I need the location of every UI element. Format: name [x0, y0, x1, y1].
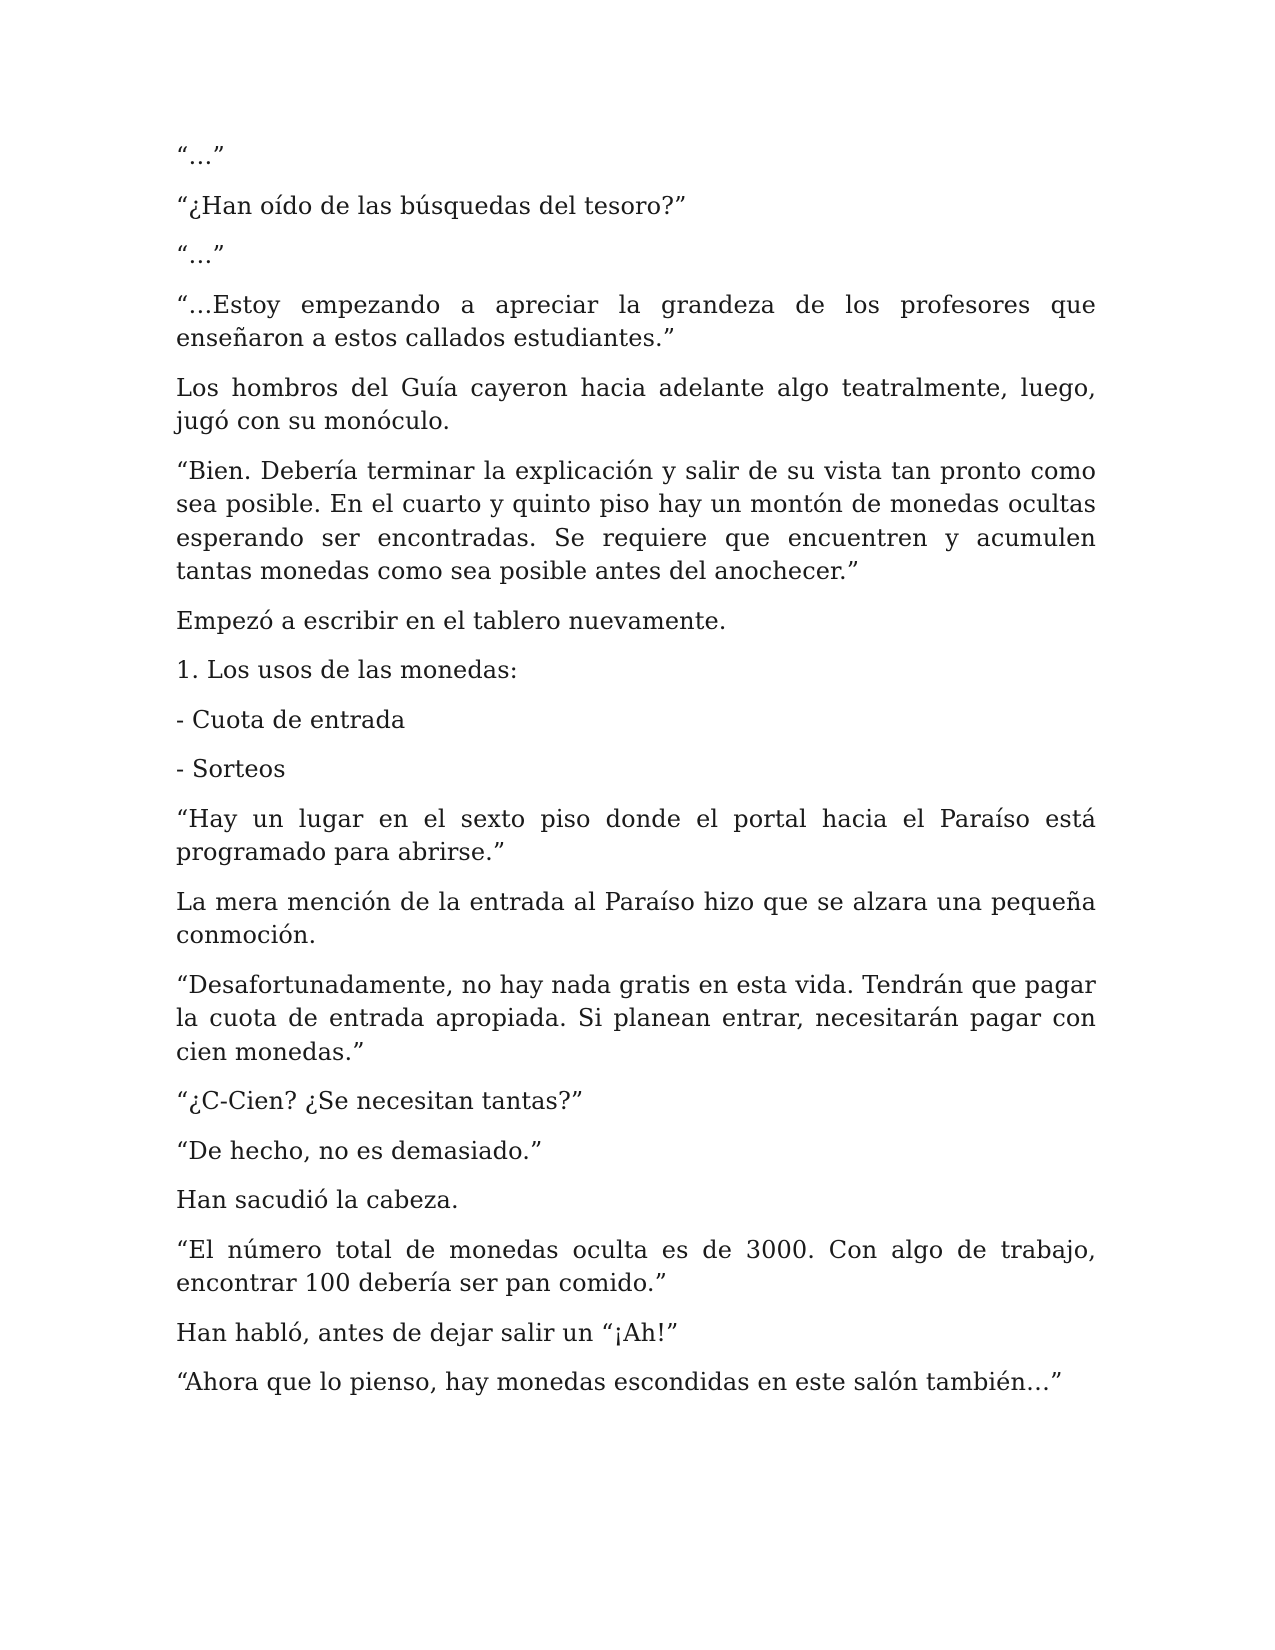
paragraph: Empezó a escribir en el tablero nuevamente.	[176, 606, 727, 635]
paragraph: Han habló, antes de dejar salir un “¡Ah!”	[176, 1318, 679, 1347]
paragraph: Han sacudió la cabeza.	[176, 1186, 459, 1214]
paragraph: “…”	[176, 142, 225, 170]
list-heading: 1. Los usos de las monedas:	[176, 656, 518, 684]
paragraph: “¿C-Cien? ¿Se necesitan tantas?”	[176, 1087, 584, 1115]
paragraph: “Bien. Debería terminar la explicación y salir de su vista tan pronto como sea posible. En el cuarto y quinto piso hay un montón de monedas ocultas esperando ser encontradas. Se requiere que encuentren y acumulen tantas monedas como sea posible antes del anochecer.”	[176, 456, 1096, 585]
paragraph: “…Estoy empezando a apreciar la grandeza de los profesores que enseñaron a estos callados estudiantes.”	[176, 290, 1096, 352]
paragraph: “Desafortunadamente, no hay nada gratis en esta vida. Tendrán que pagar la cuota de entrada apropiada. Si planean entrar, necesitarán pagar con cien monedas.”	[176, 970, 1096, 1066]
paragraph: Los hombros del Guía cayeron hacia adelante algo teatralmente, luego, jugó con su monóculo.	[176, 373, 1096, 435]
list-item: - Cuota de entrada	[176, 705, 406, 734]
paragraph: “…”	[176, 241, 225, 269]
list-item: - Sorteos	[176, 755, 286, 783]
paragraph: “El número total de monedas oculta es de 3000. Con algo de trabajo, encontrar 100 debería ser pan comido.”	[176, 1235, 1096, 1297]
paragraph: La mera mención de la entrada al Paraíso hizo que se alzara una pequeña conmoción.	[176, 887, 1096, 949]
paragraph: “Hay un lugar en el sexto piso donde el portal hacia el Paraíso está programado para abrirse.”	[176, 804, 1096, 866]
paragraph: “Ahora que lo pienso, hay monedas escondidas en este salón también…”	[176, 1368, 1063, 1396]
paragraph: “¿Han oído de las búsquedas del tesoro?”	[176, 191, 687, 220]
document-body	[176, 140, 1096, 1416]
paragraph: “De hecho, no es demasiado.”	[176, 1136, 543, 1165]
